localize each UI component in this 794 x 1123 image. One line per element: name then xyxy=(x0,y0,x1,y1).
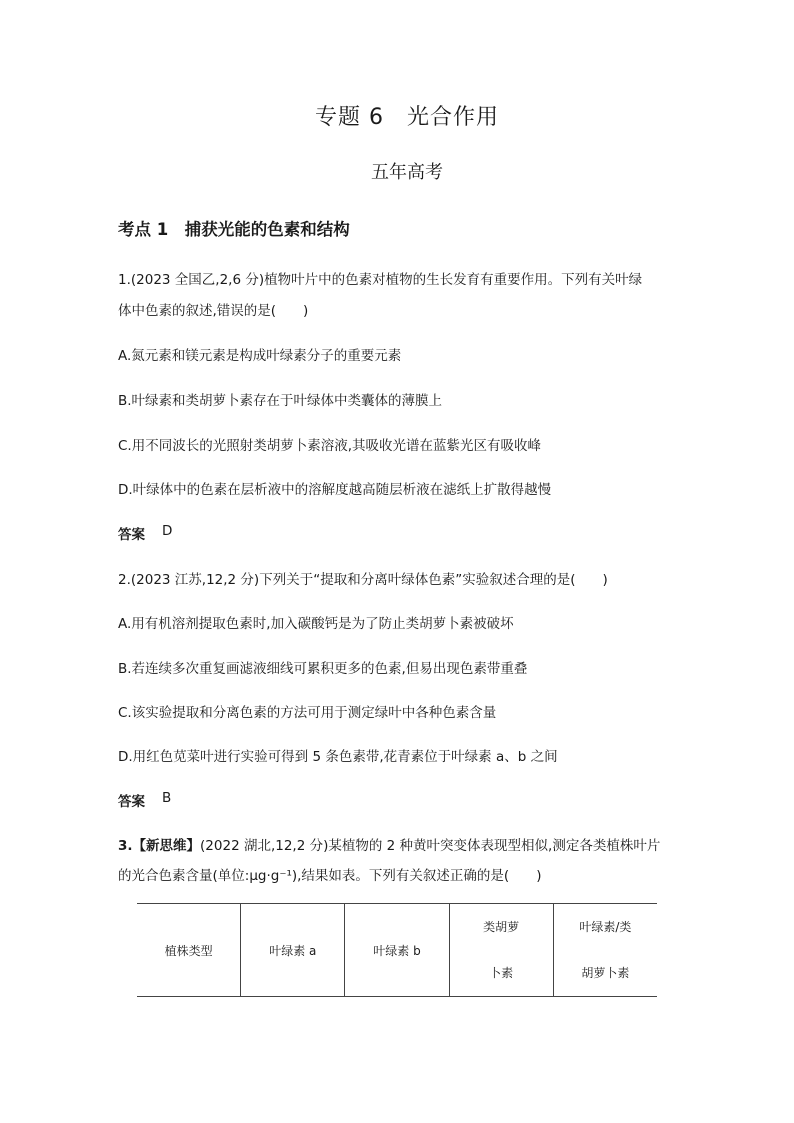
q2-answer-label: 答案 xyxy=(118,794,145,810)
q3-stem-line1 xyxy=(118,834,660,854)
header-ratio-line2: 胡萝卜素 xyxy=(581,966,630,980)
q1-option-a: A.氮元素和镁元素是构成叶绿素分子的重要元素 xyxy=(118,348,402,364)
header-chlorophyll-b: 叶绿素 b xyxy=(345,904,449,997)
header-chlorophyll-a: 叶绿素 a xyxy=(241,904,345,997)
topic-heading: 考点 1 捕获光能的色素和结构 xyxy=(118,220,350,239)
q2-answer: B xyxy=(162,790,172,806)
q2-option-a: A.用有机溶剂提取色素时,加入碳酸钙是为了防止类胡萝卜素被破坏 xyxy=(118,616,514,632)
header-ratio xyxy=(553,904,657,997)
q1-answer-label: 答案 xyxy=(118,527,145,543)
header-carotenoid xyxy=(449,904,553,997)
q2-stem-line1: 2.(2023 江苏,12,2 分)下列关于“提取和分离叶绿体色素”实验叙述合理的是( ) xyxy=(118,572,608,588)
q1-option-c: C.用不同波长的光照射类胡萝卜素溶液,其吸收光谱在蓝紫光区有吸收峰 xyxy=(118,438,542,454)
section-subtitle: 五年高考 xyxy=(371,162,443,183)
table-header-row xyxy=(137,904,657,997)
header-plant-type: 植株类型 xyxy=(137,904,241,997)
q1-stem-line2: 体中色素的叙述,错误的是( ) xyxy=(118,303,309,319)
q1-answer: D xyxy=(162,523,173,539)
q2-option-c: C.该实验提取和分离色素的方法可用于测定绿叶中各种色素含量 xyxy=(118,705,497,721)
pigment-table xyxy=(137,903,657,997)
q3-stem-line2: 的光合色素含量(单位:μg·g⁻¹),结果如表。下列有关叙述正确的是( ) xyxy=(118,868,542,884)
q1-option-b: B.叶绿素和类胡萝卜素存在于叶绿体中类囊体的薄膜上 xyxy=(118,393,443,409)
header-ratio-line1: 叶绿素/类 xyxy=(579,920,632,934)
q2-option-d: D.用红色苋菜叶进行实验可得到 5 条色素带,花青素位于叶绿素 a、b 之间 xyxy=(118,749,558,765)
q3-tag: 3.【新思维】 xyxy=(118,838,201,854)
q3-stem-text: (2022 湖北,12,2 分)某植物的 2 种黄叶突变体表现型相似,测定各类植株叶片 xyxy=(200,838,661,854)
header-carotenoid-line1: 类胡萝 xyxy=(483,920,520,934)
q1-option-d: D.叶绿体中的色素在层析液中的溶解度越高随层析液在滤纸上扩散得越慢 xyxy=(118,482,552,498)
page-title: 专题 6 光合作用 xyxy=(315,105,499,130)
header-carotenoid-line2: 卜素 xyxy=(489,966,514,980)
q1-stem-line1: 1.(2023 全国乙,2,6 分)植物叶片中的色素对植物的生长发育有重要作用。下列有关叶绿 xyxy=(118,272,643,288)
q2-option-b: B.若连续多次重复画滤液细线可累积更多的色素,但易出现色素带重叠 xyxy=(118,661,528,677)
